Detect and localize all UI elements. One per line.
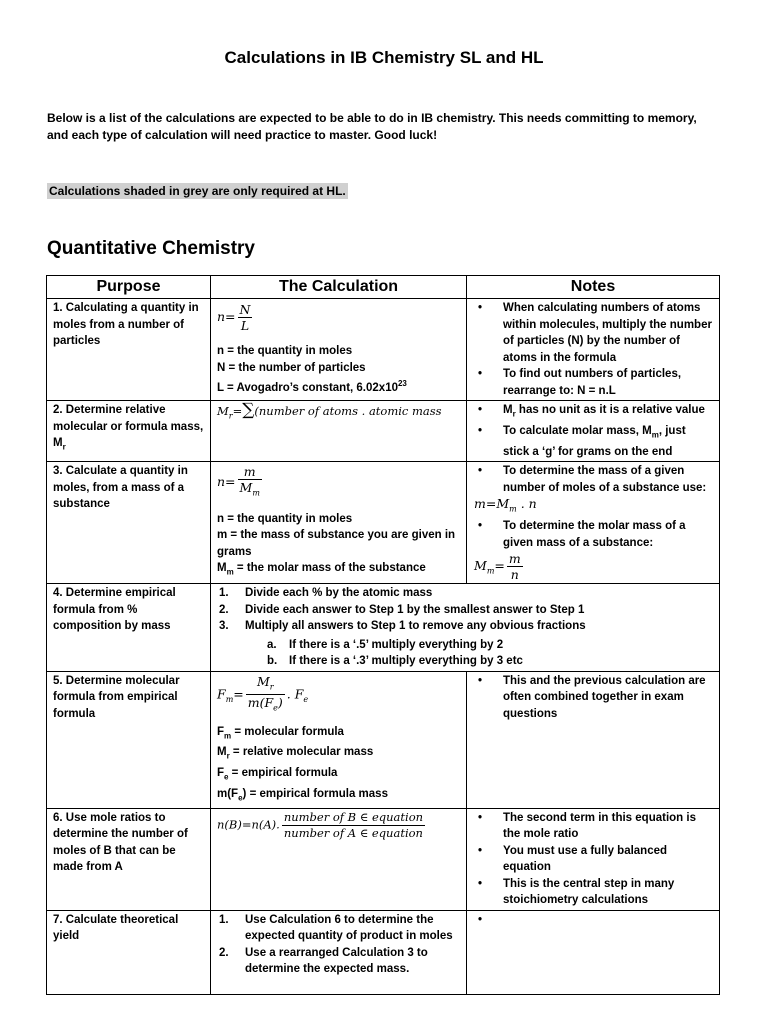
intro-paragraph: Below is a list of the calculations are expected to be able to do in IB chemistry. This needs committing to memory, and each type of calculation will need practice to master. Good luck! [47,111,697,142]
row2-notes [467,401,720,462]
row5-notes [467,671,720,808]
row6-formula: n(B)=n(A). $\frac{\text{number of B ∈ equation}}{\text{number of A ∈ equation}}$ [217,809,424,840]
list-item: • To determine the molar mass of a given mass of a substance: [473,518,714,551]
row1-def: N = the number of particles [217,361,366,374]
row3-molar-formula: $M_m=$ $\frac{m}{n}$ [474,551,521,583]
row5-def: $F_e$ = empirical formula [217,767,338,782]
row7-calculation [211,910,467,994]
table-row [47,299,720,401]
row5-purpose: 5. Determine molecular formula from empirical formula [47,671,211,808]
row3-def: $M_m$ = the molar mass of the substance [217,562,426,577]
list-item: 1. Divide each % by the atomic mass [219,587,433,600]
row3-def: n = the quantity in moles [217,512,353,525]
header-purpose: Purpose [47,276,211,299]
table-header-row [47,276,720,299]
list-item: 2. Use a rearranged Calculation 3 to determine the expected mass. [219,946,428,976]
row3-notes [467,462,720,584]
row4-calculation [211,584,720,672]
row5-calculation [211,671,467,808]
row1-formula: n= $\frac{N}{L}$ [217,302,251,333]
row7-notes [467,910,720,994]
list-item: 3. Multiply all answers to Step 1 to remove any obvious fractions [219,620,586,633]
list-item: 2. Divide each answer to Step 1 by the smallest answer to Step 1 [219,603,585,616]
row1-purpose: 1. Calculating a quantity in moles from a number of particles [47,299,211,401]
calculations-table [46,275,720,995]
row1-def: L = Avogadro’s constant, $6.02x10^{23}$ [217,379,407,394]
row5-def: $m(F_e)$ = empirical formula mass [217,787,388,803]
table-row [47,401,720,462]
header-notes: Notes [467,276,720,299]
row2-calculation [211,401,467,462]
row3-purpose: 3. Calculate a quantity in moles, from a mass of a substance [47,462,211,584]
row3-def: m = the mass of substance you are given in grams [217,529,456,558]
row4-purpose: 4. Determine empirical formula from % composition by mass [47,584,211,672]
table-row [47,671,720,808]
row1-notes [467,299,720,401]
table-row [47,462,720,584]
row3-mass-formula: $m=M_m$ . n [474,496,537,514]
list-item: b. If there is a ‘.3’ multiply everything by 3 etc [267,655,523,668]
list-item: • This and the previous calculation are often combined together in exam questions [473,673,714,723]
row3-formula: n= $\frac{m}{M_m}$ [217,464,260,498]
row3-calculation [211,462,467,584]
section-heading: Quantitative Chemistry [47,238,255,259]
list-item: • When calculating numbers of atoms within molecules, multiply the number of particles (N) by the number of atoms in the formula [473,300,714,366]
list-item: • To find out numbers of particles, rearrange to: N = n.L [473,366,714,399]
row1-calculation [211,299,467,401]
row5-formula: $F_m=$ $\frac{M_r}{m(F_e)}$ . $F_e$ [217,673,309,713]
document-title: Calculations in IB Chemistry SL and HL [224,48,544,67]
row1-def: n = the quantity in moles [217,345,353,357]
list-item: • To calculate molar mass, $M_m$, just stick a ‘g’ for grams on the end [473,423,714,460]
hl-shading-note: Calculations shaded in grey are only required at HL. [49,184,346,198]
row6-purpose: 6. Use mole ratios to determine the number of moles of B that can be made from A [47,808,211,910]
list-item: • You must use a fully balanced equation [473,843,714,876]
header-calculation: The Calculation [211,276,467,299]
list-item: 1. Use Calculation 6 to determine the expected quantity of product in moles [219,913,453,943]
row5-def: $M_r$ = relative molecular mass [217,746,374,761]
row7-purpose: 7. Calculate theoretical yield [47,910,211,994]
row6-notes [467,808,720,910]
list-item: • $M_r$ has no unit as it is a relative value [473,402,714,423]
row2-purpose: 2. Determine relative molecular or formula mass, $M_r$ [47,401,211,462]
table-row [47,584,720,672]
table-row [47,808,720,910]
list-item: • The second term in this equation is the mole ratio [473,810,714,843]
row6-calculation [211,808,467,910]
row5-def: $F_m$ = molecular formula [217,725,344,740]
list-item: • This is the central step in many stoichiometry calculations [473,876,714,909]
table-row [47,910,720,994]
list-item: • To determine the mass of a given number of moles of a substance use: [473,463,714,496]
row2-formula: $M_r=\sum(number$ of atoms . atomic mass [217,400,442,421]
list-item: a. If there is a ‘.5’ multiply everything by 2 [267,638,504,651]
